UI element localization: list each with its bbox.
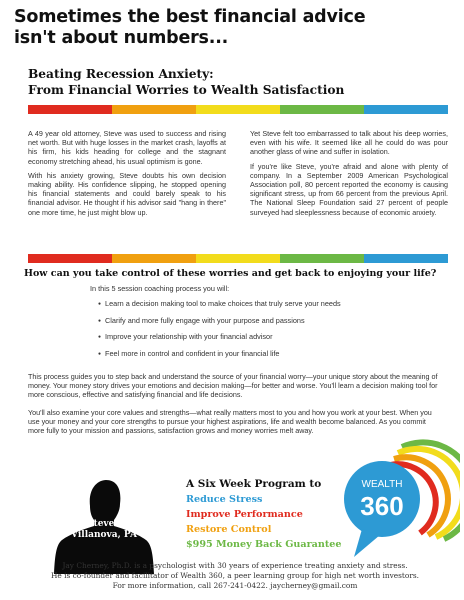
- stripe-segment: [28, 254, 112, 263]
- program-item-improve-performance: Improve Performance: [186, 509, 303, 520]
- footer-cofounder: He is co-founder and facilitator of Wealth 360, a peer learning group for high net worth investors.: [50, 571, 420, 580]
- subheadline: [28, 66, 448, 98]
- stripe-segment: [112, 105, 196, 114]
- stripe-segment: [196, 254, 280, 263]
- logo-number: 360: [360, 491, 404, 521]
- stripe-segment: [112, 254, 196, 263]
- story-column-right: [250, 129, 448, 222]
- subheadline-line-2: From Financial Worries to Wealth Satisfaction: [28, 83, 345, 97]
- list-item: ● Learn a decision making tool to make choices that truly serve your needs: [98, 299, 438, 309]
- coaching-intro: In this 5 session coaching process you will:: [90, 284, 230, 293]
- stripe-segment: [280, 254, 364, 263]
- stripe-segment: [28, 105, 112, 114]
- story-column-left: [28, 129, 226, 222]
- program-title: A Six Week Program to: [186, 478, 322, 490]
- stripe-segment: [364, 254, 448, 263]
- headline-line-2: isn't about numbers...: [14, 28, 229, 48]
- profile-name: "Steven": [82, 519, 126, 529]
- headline-line-1: Sometimes the best financial advice: [14, 7, 366, 27]
- wealth-360-logo: [340, 433, 460, 568]
- color-stripe-top: [28, 105, 448, 114]
- values-paragraph: You'll also examine your core values and strengths—what really matters most to you and how you work at your best. When you use your money and your core strengths to pursue your highest aspirations, life and wealth become balanced. As you commit more fully to your mission and passions, satisfaction grows and money worries melt away.: [28, 408, 432, 436]
- story-paragraph: Yet Steve felt too embarrassed to talk about his deep worries, even with his wife. It seemed like all he could do was pour another glass of wine and suffer in isolation.: [250, 129, 448, 157]
- stripe-segment: [196, 105, 280, 114]
- headline: [14, 7, 454, 49]
- footer: [20, 561, 450, 591]
- benefits-list: [98, 299, 438, 365]
- program-item-guarantee: $995 Money Back Guarantee: [186, 539, 342, 550]
- story-paragraph: With his anxiety growing, Steve doubts his own decision making ability. His confidence slipping, he stopped opening his financial statements and could barely speak to his financial advisor. He thought if his advisor said "hang in there" one more time, he just might blow up.: [28, 170, 226, 217]
- process-paragraph: This process guides you to step back and understand the source of your financial worry—your unique story about the meaning of money. Your money story drives your emotions and decision making—for better and worse. You'll learn a decision making tool for more conscious, effective and satisfying financial and life decisions.: [28, 372, 438, 400]
- stripe-segment: [364, 105, 448, 114]
- program-offer: [186, 477, 341, 552]
- footer-bio: Jay Cherney, Ph.D. is a psychologist with 30 years of experience treating anxiety and stress.: [62, 561, 408, 570]
- program-item-reduce-stress: Reduce Stress: [186, 494, 263, 505]
- list-item: ● Improve your relationship with your financial advisor: [98, 332, 438, 342]
- story-paragraph: If you're like Steve, you're afraid and alone with plenty of company. In a September 2009 American Psychological Association poll, 80 percent reported the economy is causing significant stress, up from 66 percent from the previous April. The National Sleep Foundation said 27 percent of people surveyed had sleeplessness because of economic anxiety.: [250, 161, 448, 217]
- footer-contact: For more information, call 267-241-0422. jaycherney@gmail.com: [112, 581, 358, 590]
- list-item: ● Clarify and more fully engage with your purpose and passions: [98, 316, 438, 326]
- story-paragraph: A 49 year old attorney, Steve was used to success and rising net worth. But with huge losses in the market crash, layoffs at his firm, his kids heading for college and the stagnant economy stretching ahead, his usual optimism is gone.: [28, 129, 226, 166]
- logo-word: WEALTH: [361, 479, 403, 490]
- subheadline-line-1: Beating Recession Anxiety:: [28, 67, 214, 81]
- profile-caption: [58, 519, 150, 541]
- profile-location: Villanova, PA: [71, 530, 137, 540]
- program-item-restore-control: Restore Control: [186, 524, 272, 535]
- question-heading: How can you take control of these worries and get back to enjoying your life?: [24, 268, 437, 279]
- list-item: ● Feel more in control and confident in your financial life: [98, 349, 438, 359]
- color-stripe-middle: [28, 254, 448, 263]
- stripe-segment: [280, 105, 364, 114]
